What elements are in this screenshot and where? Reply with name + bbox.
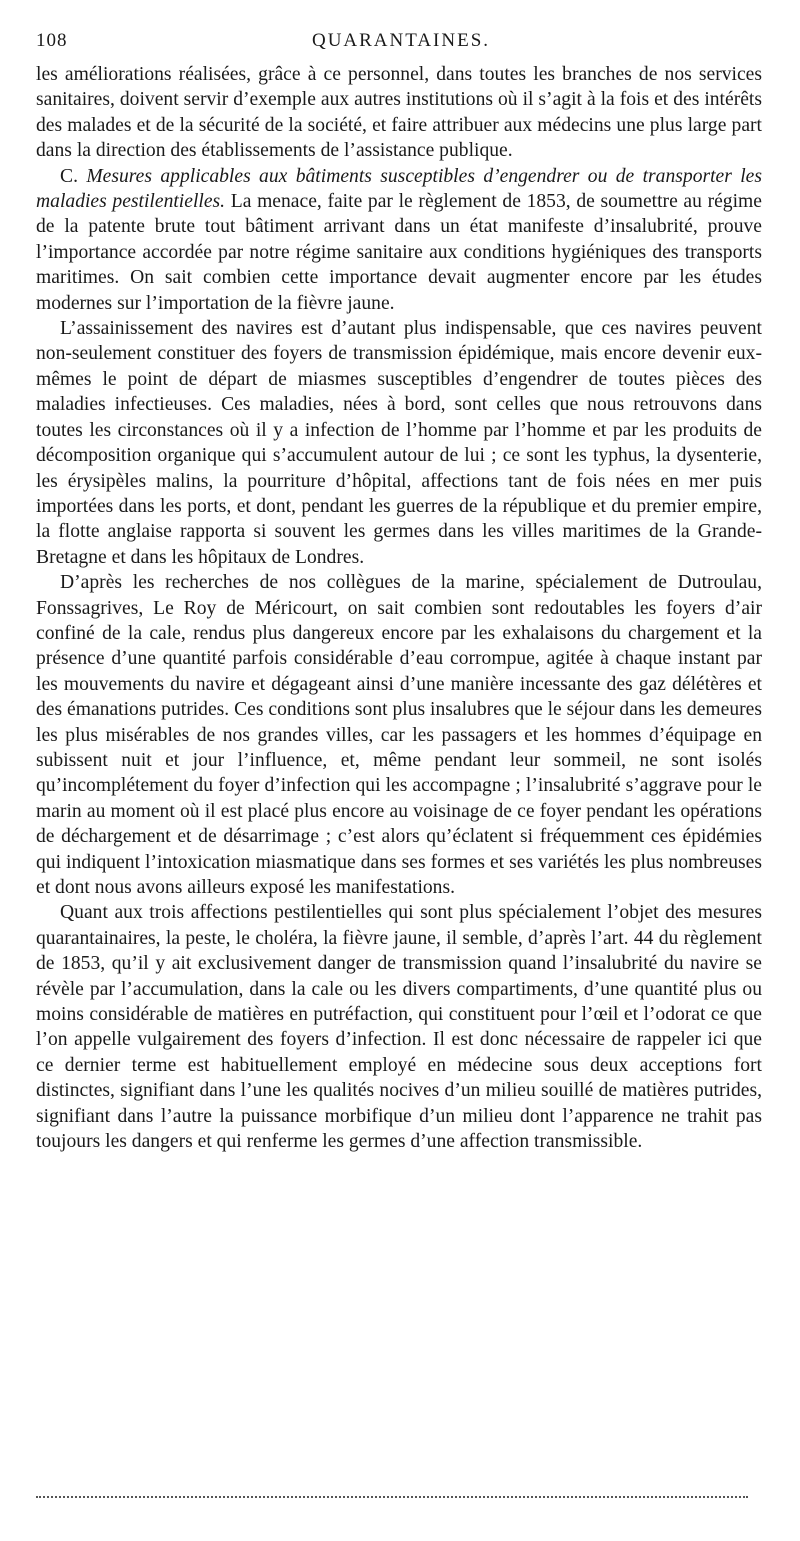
section-c-paragraph [36, 164, 762, 316]
paragraph-assainissement: L’assainissement des navires est d’autant plus indispensable, que ces navires peuvent non-seulement constituer des foyers de transmission épidémique, mais encore devenir eux-mêmes le point de départ de miasmes susceptibles d’engendrer de toutes pièces des maladies infectieuses. Ces maladies, nées à bord, sont celles que nous retrouvons dans toutes les circonstances où il y a infection de l’homme par l’homme et par les produits de décomposition organique qui s’accumulent autour de lui ; ce sont les typhus, la dysenterie, les érysipèles malins, la pourriture d’hôpital, affections tant de fois nées en mer puis importées dans les ports, et dont, pendant les guerres de la république et du premier empire, la flotte anglaise rapporta si souvent les germes dans les villes maritimes de la Grande-Bretagne et dans les hôpitaux de Londres. [36, 318, 762, 568]
paragraph-continuation: les améliorations réalisées, grâce à ce personnel, dans toutes les branches de nos services sanitaires, doivent servir d’exemple aux autres institutions où il s’agit à la fois et des intérêts des malades et de la sécurité de la société, et faire attribuer aux médecins une plus large part dans la direction des établissements de l’assistance publique. [36, 64, 762, 162]
running-title: QUARANTAINES. [311, 30, 491, 51]
paragraph-recherches: D’après les recherches de nos collègues de la marine, spécialement de Dutroulau, Fonssagrives, Le Roy de Méricourt, on sait combien sont redoutables les foyers d’air confiné de la cale, rendus plus dangereux encore par les exhalaisons du chargement et la présence d’une quantité parfois considérable d’eau corrompue, agitée à chaque instant par les mouvements du navire et dégageant ainsi d’une manière incessante des gaz délétères et des émanations putrides. Ces conditions sont plus insalubres que le séjour dans les demeures les plus misérables de nos grandes villes, car les passagers et les hommes d’équipage en subissent nuit et jour l’influence, et, même pendant leur sommeil, ne sont isolés qu’incomplétement du foyer d’infection qui les accompagne ; l’insalubrité s’aggrave pour le marin au moment où il est placé plus encore au voisinage de ce foyer pendant les opérations de déchargement et de désarrimage ; c’est alors qu’éclatent si fréquemment ces épidémies qui indiquent l’intoxication miasmatique dans ses formes et ses variétés les plus nombreuses et dont nous avons ailleurs exposé les manifestations. [36, 572, 762, 898]
body-text [36, 62, 762, 1154]
page-number: 108 [36, 30, 68, 51]
footer-rule [36, 1496, 748, 1498]
section-title: Mesures applicables aux bâtiments susceptibles d’engendrer ou de transporter les maladies pestilentielles. [36, 165, 763, 213]
section-label: C. [60, 165, 78, 187]
section-text: La menace, faite par le règlement de 1853, de soumettre au régime de la patente brute tout bâtiment arrivant dans un état manifeste d’insalubrité, prouve l’importance accordée par notre régime sanitaire aux conditions hygiéniques des transports maritimes. On sait combien cette importance devait augmenter encore par les études modernes sur l’importation de la fièvre jaune. [36, 191, 762, 314]
paragraph-affections: Quant aux trois affections pestilentielles qui sont plus spécialement l’objet des mesures quarantainaires, la peste, le choléra, la fièvre jaune, il semble, d’après l’art. 44 du règlement de 1853, qu’il y ait exclusivement danger de transmission quand l’insalubrité du navire se révèle par l’accumulation, dans la cale ou les divers compartiments, d’une quantité plus ou moins considérable de matières en putréfaction, qui constituent pour l’œil et l’odorat ce que l’on appelle vulgairement des foyers d’infection. Il est donc nécessaire de rappeler ici que ce dernier terme est habituellement employé en médecine sous deux acceptions fort distinctes, signifiant dans l’une les qualités nocives d’un milieu souillé de matières putrides, signifiant dans l’autre la puissance morbifique d’un milieu dont l’apparence ne trahit pas toujours les dangers et qui renferme les germes d’une affection transmissible. [36, 902, 762, 1153]
page-header [36, 30, 766, 56]
